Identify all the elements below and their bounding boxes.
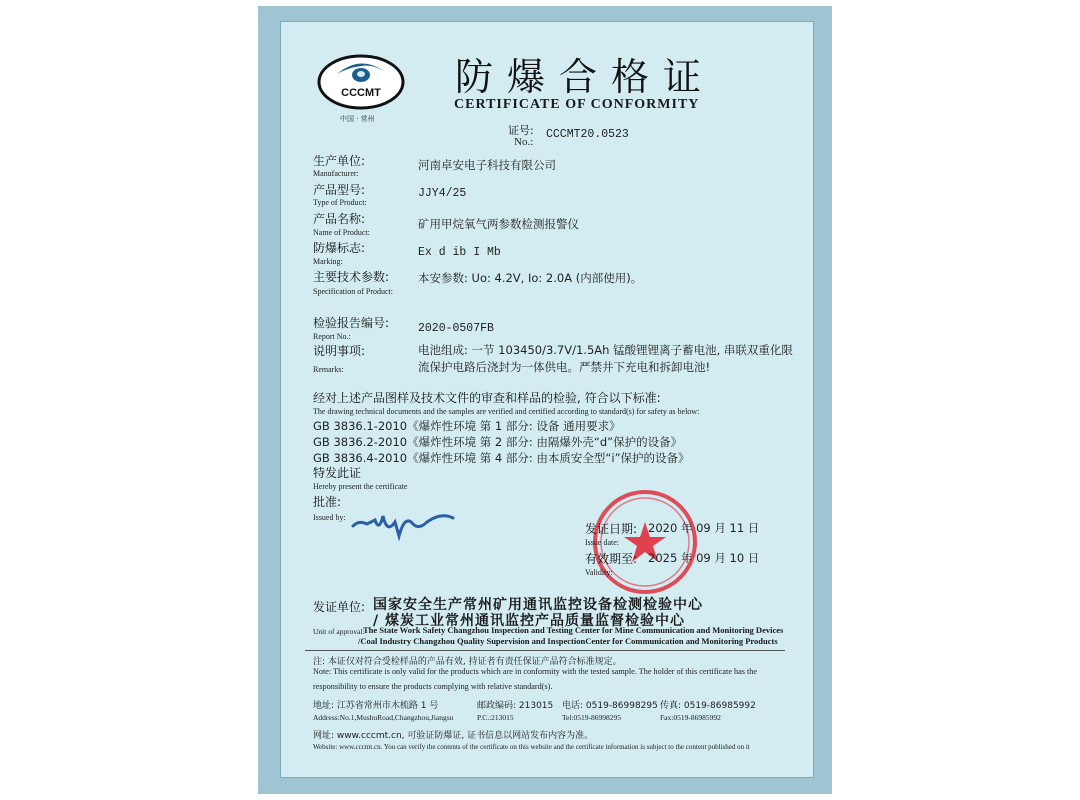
standard-item: GB 3836.4-2010《爆炸性环境 第 4 部分: 由本质安全型“i”保护的设备》 <box>313 451 690 465</box>
address-cn: 地址: 江苏省常州市木梳路 1 号 <box>313 701 439 711</box>
issue-date-value: 2020 年 09 月 11 日 <box>648 521 760 535</box>
signature <box>345 502 465 542</box>
product-name-label-en: Name of Product: <box>313 228 370 237</box>
type-label-en: Type of Product: <box>313 198 367 207</box>
unit-name-cn-1: 国家安全生产常州矿用通讯监控设备检测检验中心 <box>373 597 703 613</box>
fax-cn: 传真: 0519-86985992 <box>660 701 756 711</box>
cert-no: CCCMT20.0523 <box>546 128 629 141</box>
product-name-value: 矿用甲烷氧气两参数检测报警仪 <box>418 217 579 231</box>
marking-label-cn: 防爆标志: <box>313 241 366 255</box>
fax-en: Fax:0519-86985992 <box>660 713 721 722</box>
marking-value: Ex d ib I Mb <box>418 246 501 259</box>
product-name-label-cn: 产品名称: <box>313 212 366 226</box>
standards-intro-cn: 经对上述产品图样及技术文件的审查和样品的检验, 符合以下标准: <box>313 391 661 405</box>
valid-label-en: Validity: <box>585 568 613 577</box>
unit-name-en-2: /Coal Industry Changzhou Quality Supervision and InspectionCenter for Communication and Monitoring Products <box>358 636 778 646</box>
cccmt-logo <box>315 50 407 112</box>
remarks-label-en: Remarks: <box>313 365 344 374</box>
standard-item: GB 3836.1-2010《爆炸性环境 第 1 部分: 设备 通用要求》 <box>313 419 621 433</box>
svg-text:CCCMT: CCCMT <box>341 87 381 99</box>
postcode-en: P.C.:213015 <box>477 713 514 722</box>
manufacturer-value: 河南卓安电子科技有限公司 <box>418 158 556 172</box>
issued-by-label-cn: 批准: <box>313 495 342 509</box>
valid-label-cn: 有效期至: <box>585 552 638 566</box>
footer-divider <box>305 650 785 651</box>
type-value: JJY4/25 <box>418 187 467 200</box>
cccmt-logo-graphic <box>315 50 407 112</box>
issue-date-label-cn: 发证日期: <box>585 522 638 536</box>
note-en-line1: Note: This certificate is only valid for the products which are in conformity with the tested sample. The holder of this certificate has the <box>313 667 757 676</box>
tel-cn: 电话: 0519-86998295 <box>562 701 658 711</box>
standards-intro-en: The drawing technical documents and the samples are verified and certified according to standard(s) for safety as below: <box>313 407 700 416</box>
unit-label-en: Unit of approval: <box>313 627 365 636</box>
unit-name-cn-2: / 煤炭工业常州通讯监控产品质量监督检验中心 <box>373 613 685 629</box>
issue-date-label-en: Issue date: <box>585 538 619 547</box>
spec-label-en: Specification of Product: <box>313 287 393 296</box>
cert-no-label-cn: 证号: <box>508 124 534 137</box>
note-en-line2: responsibility to ensure the products complying with relative standard(s). <box>313 682 553 691</box>
marking-label-en: Marking: <box>313 257 343 266</box>
present-cn: 特发此证 <box>313 466 362 480</box>
remarks-value-line1: 电池组成: 一节 103450/3.7V/1.5Ah 锰酸锂锂离子蓄电池, 串联双重化限 <box>418 343 793 357</box>
remarks-label-cn: 说明事项: <box>313 344 366 358</box>
website-en: Website: www.cccmt.cn. You can verify the contents of the certificate on this website and the certificate information is subject to the content published on it <box>313 743 750 751</box>
unit-name-en-1: The State Work Safety Changzhou Inspection and Testing Center for Mine Communication and Monitoring Devices <box>363 625 784 635</box>
postcode-cn: 邮政编码: 213015 <box>477 701 554 711</box>
tel-en: Tel:0519-86998295 <box>562 713 622 722</box>
cert-no-label-en: No.: <box>514 136 534 148</box>
unit-label-cn: 发证单位: <box>313 600 366 614</box>
present-en: Hereby present the certificate <box>313 482 408 491</box>
standard-item: GB 3836.2-2010《爆炸性环境 第 2 部分: 由隔爆外壳“d”保护的设备》 <box>313 435 683 449</box>
remarks-value-line2: 流保护电路后浇封为一体供电。严禁井下充电和拆卸电池! <box>418 360 711 374</box>
address-en: Address:No.1,MushuRoad,Changzhou,Jiangsu <box>313 713 454 722</box>
valid-date-value: 2025 年 09 月 10 日 <box>648 551 760 565</box>
manufacturer-label-en: Manufacturer: <box>313 169 359 178</box>
spec-label-cn: 主要技术参数: <box>313 270 390 284</box>
certificate-title-en: CERTIFICATE OF CONFORMITY <box>454 97 700 112</box>
website-cn: 网址: www.cccmt.cn, 可验证防爆证, 证书信息以网站发布内容为准。 <box>313 731 594 741</box>
report-no-label-cn: 检验报告编号: <box>313 316 390 330</box>
manufacturer-label-cn: 生产单位: <box>313 154 366 168</box>
spec-value: 本安参数: Uo: 4.2V, Io: 2.0A (内部使用)。 <box>418 271 643 285</box>
issued-by-label-en: Issued by: <box>313 513 346 522</box>
certificate-title-cn: 防爆合格证 <box>455 55 716 99</box>
type-label-cn: 产品型号: <box>313 183 366 197</box>
report-no-label-en: Report No.: <box>313 332 351 341</box>
report-no-value: 2020-0507FB <box>418 322 494 335</box>
logo-location: 中国 · 常州 <box>340 115 375 123</box>
note-cn: 注: 本证仅对符合受检样品的产品有效, 持证者有责任保证产品符合标准规定。 <box>313 657 622 667</box>
